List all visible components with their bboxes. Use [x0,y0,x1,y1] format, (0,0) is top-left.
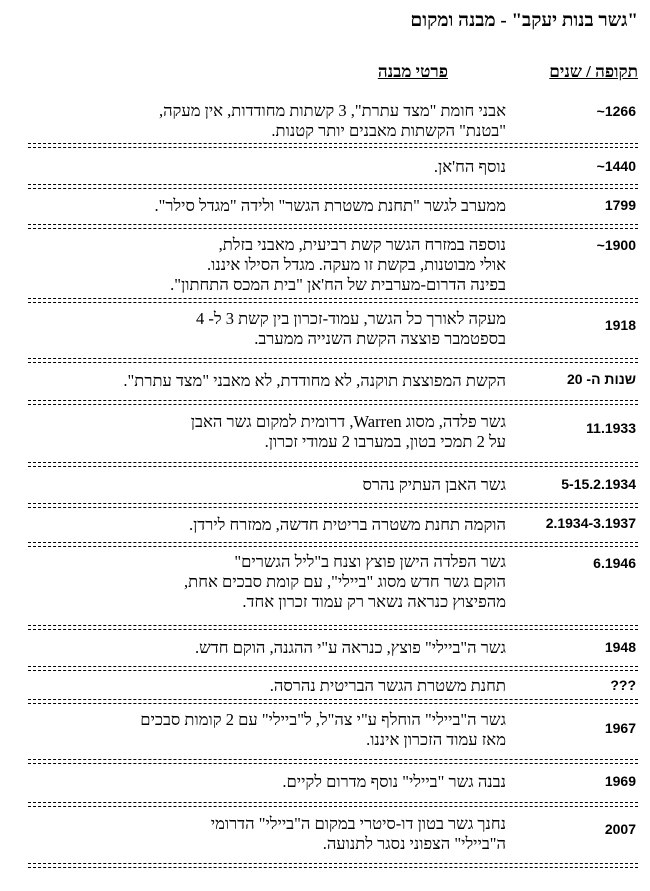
details-line: תחנת משטרת הגשר הבריטית נהרסה. [269,676,506,695]
table-row [28,507,638,543]
period-cell: 5-15.2.1934 [561,476,636,492]
details-line: גשר פלדה, מסוג Warren, דרומית למקום גשר האבן [190,412,506,431]
details-cell [28,710,506,750]
table-row [28,763,638,803]
period-cell: 1967 [604,720,636,736]
details-line: אבני חומת "מצד עתרת", 3 קשתות מחודדות, אין מעקה, [158,101,506,120]
details-line: גשר האבן העתיק נהרס [362,475,506,494]
details-cell [28,515,506,535]
details-line: גשר ה"ביילי" הוחלף ע"י צה"ל, ל"ביילי" עם 2 קומות סבכים [140,710,506,729]
document-page [28,0,638,891]
details-line: מאז עמוד הזכרון איננו. [366,730,506,749]
details-line: מהפיצוץ כנראה נשאר רק עמוד זכרון אחד. [242,592,506,611]
details-cell [28,412,506,452]
column-header-period: תקופה / שנים [549,62,638,81]
details-cell [28,814,506,854]
details-cell [28,196,506,216]
details-cell [28,638,506,658]
details-line: על 2 תמכי בטון, במערבו 2 עמודי זכרון. [264,432,506,451]
table-row [28,806,638,864]
table-row [28,404,638,463]
details-line: אולי מבוטנות, בקשת זו מעקה. מגדל הסילו איננו. [207,255,506,274]
details-cell [28,676,506,696]
details-line: נוספה במזרח הגשר קשת רביעית, מאבני בזלת, [218,235,506,254]
table-row [28,670,638,700]
period-cell: ??? [610,677,636,693]
details-cell [28,552,506,612]
details-line: בפינה הדרום-מערבית של הח'אן "בית המכס התחתון". [170,275,506,294]
period-cell: שנות ה- 20 [566,371,636,387]
details-cell [28,309,506,349]
details-line: הוקם גשר חדש מסוג "ביילי", עם קומת סבכים אחת, [184,572,506,591]
details-line: הקשת המפוצצת תוקנה, לא מחודדת, לא מאבני "מצד עתרת". [123,371,506,390]
period-cell: 2007 [604,821,636,837]
table-row [28,466,638,504]
details-line: הוקמה תחנת משטרה בריטית חדשה, ממזרח לירדן. [188,515,506,534]
page-title: "גשר בנות יעקב" - מבנה ומקום [410,10,638,31]
table-row [28,94,638,144]
details-cell [28,235,506,295]
period-cell: 11.1933 [586,420,636,436]
table-row [28,362,638,401]
details-line: בספטמבר פוצצה הקשת השנייה ממערב. [254,329,506,348]
period-cell: 1900~ [596,237,636,253]
details-line: נוסף הח'אן. [433,157,506,176]
details-cell [28,157,506,177]
period-cell: 1918 [604,317,636,333]
period-cell: 6.1946 [593,555,636,571]
details-line: מעקה לאורך כל הגשר, עמוד-זכרון בין קשת 3 ל- 4 [196,309,506,328]
table-row [28,302,638,359]
details-cell [28,101,506,141]
table-row [28,703,638,760]
details-cell [28,475,506,495]
table-row [28,147,638,185]
details-line: נחנך גשר בטון דו-סיטרי במקום ה"ביילי" הדרומי [210,814,506,833]
details-cell [28,772,506,792]
column-header-details: פרטי מבנה [377,62,448,81]
period-cell: 1799 [604,197,636,213]
details-line: נבנה גשר "ביילי" נוסף מדרום לקיים. [282,772,506,791]
table-row [28,629,638,667]
details-line: גשר ה"ביילי" פוצץ, כנראה ע"י ההגנה, הוקם חדש. [194,638,506,657]
period-cell: 1266~ [596,103,636,119]
details-line: "בטנת" הקשתות מאבנים יותר קטנות. [271,121,506,140]
table-row [28,188,638,225]
period-cell: 1440~ [596,158,636,174]
details-line: ה"ביילי" הצפוני נסגר לתנועה. [322,834,506,853]
period-cell: 2.1934-3.1937 [545,515,636,531]
details-line: ממערב לגשר "תחנת משטרת הגשר" ולידה "מגדל סילר". [154,196,506,215]
period-cell: 1948 [604,639,636,655]
period-cell: 1969 [604,773,636,789]
details-line: גשר הפלדה הישן פוצץ וצנח ב"ליל הגשרים" [234,552,506,571]
table-row [28,228,638,299]
details-cell [28,371,506,391]
table-row [28,546,638,626]
